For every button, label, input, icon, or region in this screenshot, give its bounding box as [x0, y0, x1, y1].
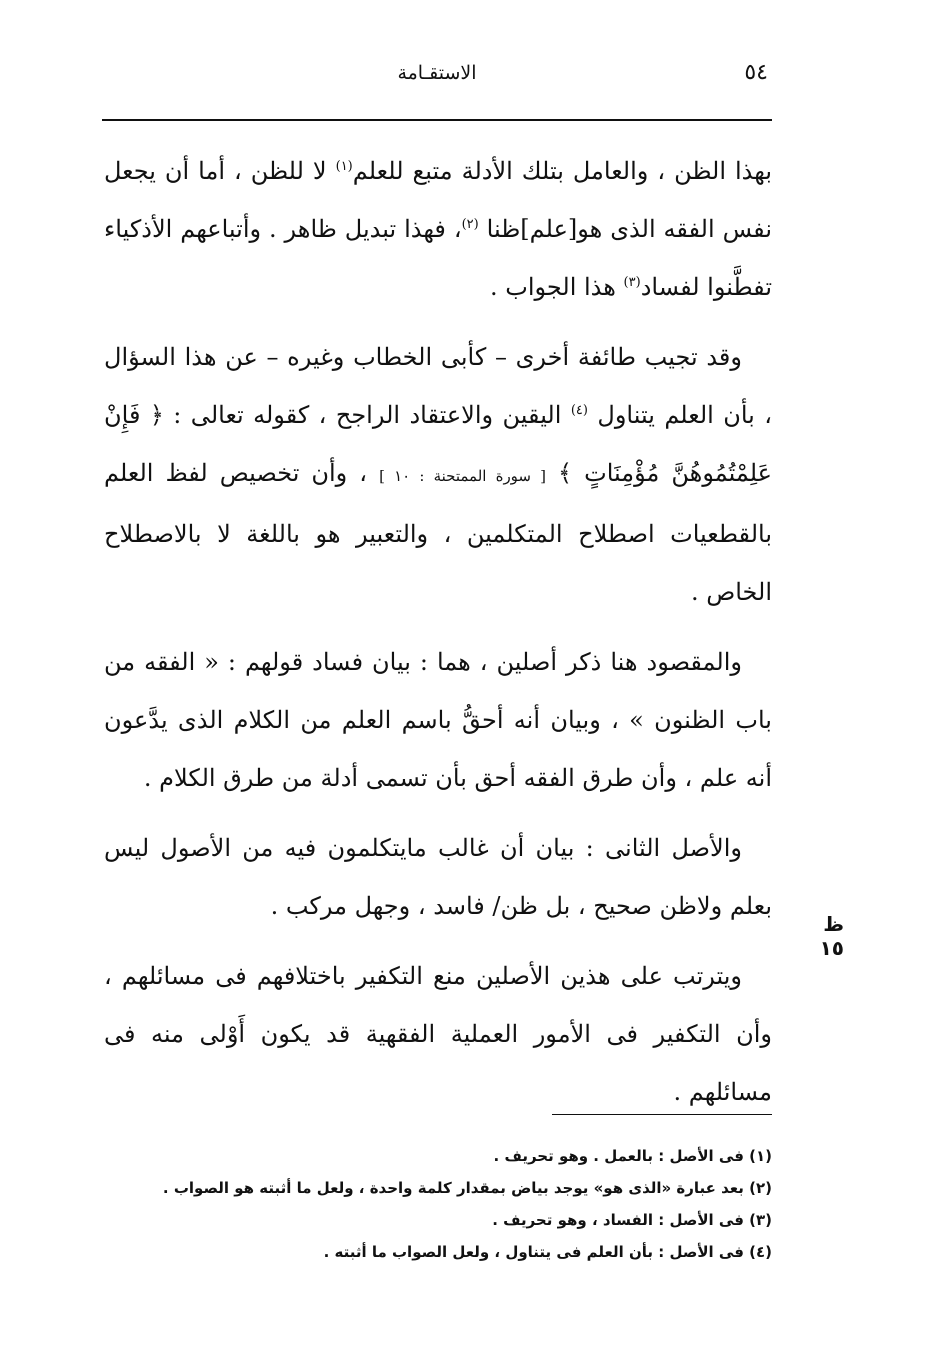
p1-text-4: هذا الجواب .	[489, 273, 624, 301]
footnote-ref-2: (٢)	[461, 217, 479, 232]
paragraph-3: والمقصود هنا ذكر أصلين ، هما : بيان فساد قولهم : « الفقه من باب الظنون » ، وبيان أنه أحقُّ باسم العلم من الكلام الذى يدَّعون أنه علم ، وأن طرق الفقه أحق بأن تسمى أدلة من طرق الكلام .	[104, 648, 772, 792]
footnotes	[104, 1140, 772, 1268]
footnote-ref-4: (٤)	[570, 403, 588, 418]
p1-text-3: ، فهذا تبديل ظاهر . وأتباعهم الأذكياء تفطَّنوا لفساد	[104, 215, 772, 301]
page-header	[102, 60, 772, 100]
p2-text-3: ، وأن تخصيص لفظ العلم بالقطعيات اصطلاح المتكلمين ، والتعبير هو باللغة لا بالاصطلاح الخاص .	[104, 459, 772, 606]
p2-text-1: وقد تجيب طائفة أخرى – كأبى الخطاب وغيره – عن هذا السؤال ، بأن العلم يتناول	[104, 343, 772, 429]
page-number: ٥٤	[744, 60, 768, 85]
surah-reference: [ سورة الممتحنة : ١٠ ]	[379, 467, 547, 485]
paragraph-5: ويترتب على هذين الأصلين منع التكفير باختلافهم فى مسائلهم ، وأن التكفير فى الأمور العملية الفقهية قد يكون أَوْلى منه فى مسائلهم .	[104, 962, 772, 1106]
p1-text-2: لا للظن ، أما أن يجعل نفس الفقه الذى هو[علم]ظنا	[104, 157, 773, 243]
footnote-rule	[552, 1114, 772, 1115]
footnote-1: (١) فى الأصل : بالعمل . وهو تحريف .	[493, 1147, 772, 1165]
paragraph-1	[104, 142, 772, 316]
header-rule	[102, 119, 772, 121]
body-text	[104, 142, 772, 1133]
paragraph-2	[104, 328, 772, 621]
footnote-2: (٢) بعد عبارة «الذى هو» يوجد بياض بمقدار كلمة واحدة ، ولعل ما أثبته هو الصواب .	[162, 1179, 772, 1197]
running-title: الاستقـامة	[397, 62, 477, 84]
paragraph-4: والأصل الثانى : بيان أن غالب مايتكلمون فيه من الأصول ليس بعلم ولاظن صحيح ، بل ظن/ فاسد ، وجهل مركب .	[104, 834, 772, 920]
footnote-4: (٤) فى الأصل : بأن العلم فى يتناول ، ولعل الصواب ما أثبته .	[323, 1243, 772, 1261]
quran-verse: ﴿ فَإِنْ عَلِمْتُمُوهُنَّ مُؤْمِنَاتٍ ﴾	[104, 401, 772, 487]
footnote-ref-1: (١)	[335, 159, 353, 174]
p1-text-1: بهذا الظن ، والعامل بتلك الأدلة متبع للعلم	[352, 157, 772, 185]
manuscript-folio-marker: ظ ١٥	[819, 912, 844, 960]
footnote-3: (٣) فى الأصل : الفساد ، وهو تحريف .	[492, 1211, 772, 1229]
footnote-ref-3: (٣)	[623, 275, 641, 290]
p2-text-2: اليقين والاعتقاد الراجح ، كقوله تعالى :	[163, 401, 571, 429]
